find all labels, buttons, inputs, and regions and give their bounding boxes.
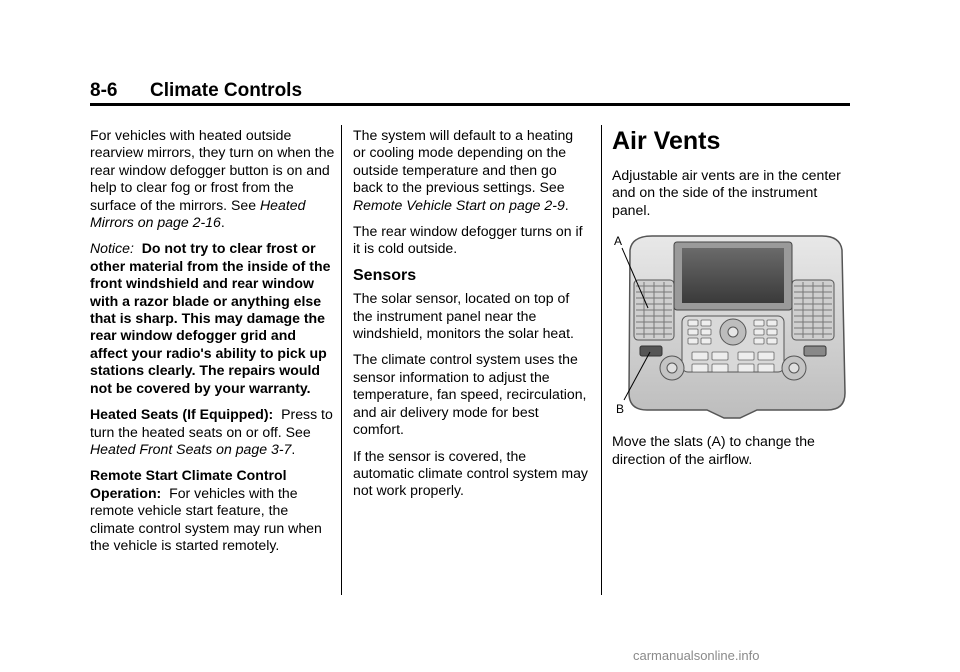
remote-label: Remote Start Climate Control Operation:: [90, 467, 287, 501]
seats-label: Heated Seats (If Equipped):: [90, 406, 274, 423]
notice-label: Notice:: [90, 240, 134, 257]
column-divider-2: [601, 125, 602, 595]
default-text: The system will default to a heating or cooling mode depending on the outside temperature and then go back to the previous settings. See: [353, 127, 574, 196]
default-end: .: [564, 196, 569, 213]
sensors-heading: Sensors: [353, 266, 417, 284]
column-2: [353, 127, 588, 509]
instrument-panel-figure: [612, 228, 852, 423]
column-1: [90, 127, 335, 563]
mirrors-ref-link[interactable]: Heated Mirrors on page 2-16: [90, 196, 306, 231]
mirrors-text: For vehicles with heated outside rearview mirrors, they turn on when the rear window defogger button is on and help to clear fog or frost from the surface of the mirrors. See: [90, 127, 335, 213]
default-paragraph: [353, 127, 588, 214]
mirrors-end: .: [220, 214, 225, 231]
air-vents-paragraph-1: Adjustable air vents are in the center and on the side of the instrument panel.: [612, 167, 841, 218]
column-divider-1: [341, 125, 342, 595]
air-vents-heading: Air Vents: [612, 127, 721, 155]
section-title: Climate Controls: [150, 80, 303, 101]
seats-paragraph: [90, 406, 335, 458]
seats-text: Press to turn the heated seats on or off. See: [90, 406, 333, 440]
sensors-paragraph-1: The solar sensor, located on top of the instrument panel near the windshield, monitors the solar heat.: [353, 290, 574, 342]
page-number: 8-6: [90, 80, 118, 101]
sensors-paragraph-3: If the sensor is covered, the automatic climate control system may not work properly.: [353, 447, 588, 499]
column-3: [612, 127, 852, 477]
seats-ref-link[interactable]: Heated Front Seats on page 3-7: [90, 440, 292, 457]
remote-paragraph: [90, 467, 335, 554]
sensors-paragraph-2: The climate control system uses the sensor information to adjust the temperature, fan speed, recirculation, and air delivery mode for best comfort.: [353, 351, 587, 438]
seats-end: .: [291, 440, 296, 457]
watermark: carmanualsonline.info: [633, 648, 760, 663]
callout-a-label: A: [614, 234, 623, 249]
header-rule: [90, 103, 850, 106]
defogger-paragraph: The rear window defogger turns on if it is cold outside.: [353, 223, 583, 257]
callout-b-label: B: [616, 402, 625, 417]
mirrors-paragraph: [90, 127, 335, 231]
remote-start-ref-link[interactable]: Remote Vehicle Start on page 2-9: [353, 196, 565, 213]
notice-paragraph: [90, 240, 335, 397]
remote-text: For vehicles with the remote vehicle start feature, the climate control system may run when the vehicle is started remotely.: [90, 484, 322, 553]
notice-text: Do not try to clear frost or other material from the inside of the front windshield and rear window with a razor blade or anything else that is sharp. This may damage the rear window defogger grid and affect your radio's ability to pick up stations clearly. The repairs would not be covered by your warranty.: [90, 240, 331, 396]
instrument-panel-illustration: [612, 228, 852, 423]
air-vents-paragraph-2: Move the slats (A) to change the direction of the airflow.: [612, 433, 815, 467]
